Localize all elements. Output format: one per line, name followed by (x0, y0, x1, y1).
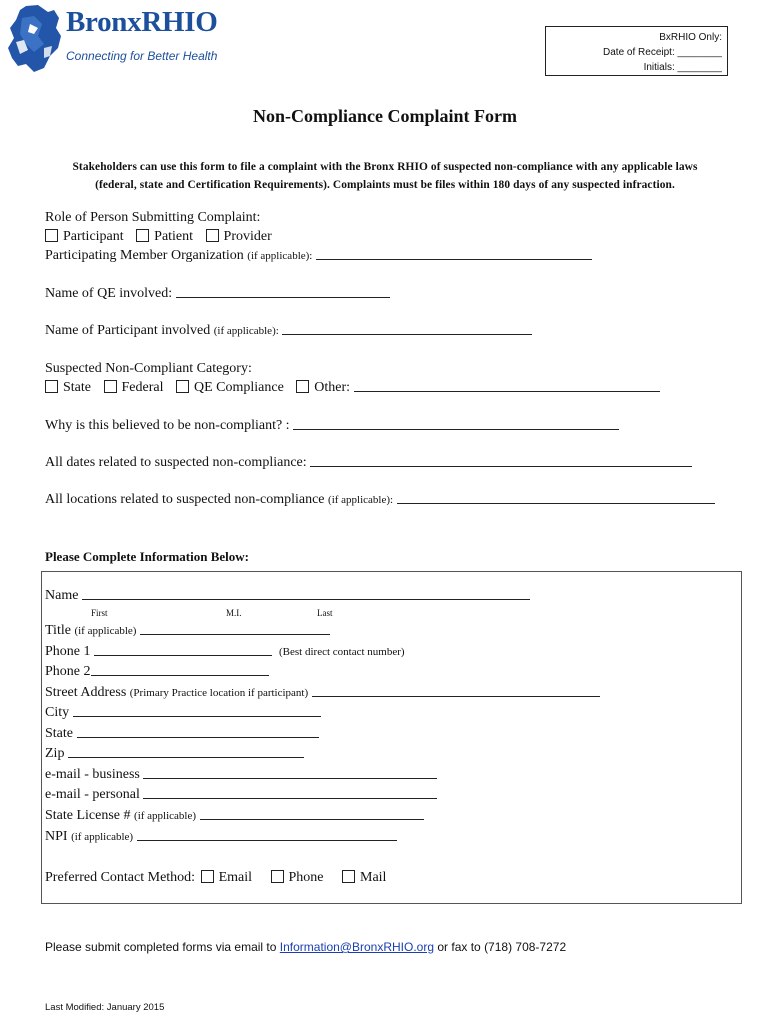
name-last-caption: Last (317, 608, 333, 618)
role-participant-checkbox[interactable] (45, 229, 58, 242)
intro-line-1: Stakeholders can use this form to file a complaint with the Bronx RHIO of suspected non-compliance with any applicable laws (72, 161, 698, 173)
category-state-checkbox[interactable] (45, 380, 58, 393)
category-options (45, 380, 660, 396)
zip-input[interactable] (68, 746, 304, 758)
name-row: Name (45, 588, 530, 604)
category-qe-compliance-checkbox[interactable] (176, 380, 189, 393)
preferred-contact-row: Preferred Contact Method: Email Phone Mail (45, 870, 387, 885)
npi-row: NPI (if applicable) (45, 829, 397, 845)
bronx-map-icon (4, 4, 64, 74)
role-label: Role of Person Submitting Complaint: (45, 210, 261, 225)
email-personal-row: e-mail - personal (45, 787, 437, 803)
member-org-row: Participating Member Organization (if applicable): (45, 248, 592, 264)
role-options (45, 229, 281, 245)
role-patient-option[interactable]: Patient (136, 229, 193, 244)
dates-row: All dates related to suspected non-compliance: (45, 455, 692, 471)
office-use-box (545, 26, 728, 76)
phone1-input[interactable] (94, 644, 272, 656)
license-row: State License # (if applicable) (45, 808, 424, 824)
role-provider-checkbox[interactable] (206, 229, 219, 242)
initials-field: Initials: ________ (643, 62, 722, 73)
title-row: Title (if applicable) (45, 623, 330, 639)
locations-row: All locations related to suspected non-compliance (if applicable): (45, 492, 715, 508)
category-qe-compliance-option[interactable]: QE Compliance (176, 380, 284, 395)
why-row: Why is this believed to be non-compliant? : (45, 418, 619, 434)
street-input[interactable] (312, 685, 600, 697)
why-input[interactable] (293, 418, 619, 430)
license-input[interactable] (200, 808, 424, 820)
submit-instructions: Please submit completed forms via email to Information@BronxRHIO.org or fax to (718) 708-7272 (45, 940, 567, 954)
contact-email-checkbox[interactable] (201, 870, 214, 883)
category-other-option[interactable]: Other: (296, 380, 659, 395)
bronxrhio-logo (4, 4, 234, 74)
contact-phone-option[interactable]: Phone (271, 870, 324, 885)
contact-phone-checkbox[interactable] (271, 870, 284, 883)
qe-input[interactable] (176, 286, 390, 298)
logo-wordmark: BronxRHIO (66, 6, 218, 38)
logo-tagline: Connecting for Better Health (66, 49, 218, 63)
state-row: State (45, 726, 319, 742)
category-federal-option[interactable]: Federal (104, 380, 164, 395)
participant-input[interactable] (282, 323, 532, 335)
npi-input[interactable] (137, 829, 397, 841)
category-other-input[interactable] (354, 380, 660, 392)
locations-input[interactable] (397, 492, 715, 504)
name-first-caption: First (91, 608, 108, 618)
last-modified: Last Modified: January 2015 (45, 1002, 165, 1013)
participant-row: Name of Participant involved (if applicable): (45, 323, 532, 339)
contact-mail-checkbox[interactable] (342, 870, 355, 883)
email-business-input[interactable] (143, 767, 437, 779)
category-label: Suspected Non-Compliant Category: (45, 361, 252, 376)
qe-row: Name of QE involved: (45, 286, 390, 302)
city-input[interactable] (73, 705, 321, 717)
email-link[interactable]: Information@BronxRHIO.org (279, 940, 435, 954)
contact-email-option[interactable]: Email (201, 870, 252, 885)
form-title: Non-Compliance Complaint Form (253, 106, 517, 126)
email-personal-input[interactable] (143, 787, 437, 799)
state-input[interactable] (77, 726, 319, 738)
phone2-row: Phone 2 (45, 664, 269, 680)
street-row: Street Address (Primary Practice location if participant) (45, 685, 600, 701)
category-state-option[interactable]: State (45, 380, 91, 395)
role-patient-checkbox[interactable] (136, 229, 149, 242)
category-other-checkbox[interactable] (296, 380, 309, 393)
intro-line-2: (federal, state and Certification Requirements). Complaints must be files within 180 days of any suspected infraction. (95, 179, 675, 191)
office-use-title: BxRHIO Only: (659, 32, 722, 43)
name-mi-caption: M.I. (226, 608, 242, 618)
name-input[interactable] (82, 588, 530, 600)
role-provider-option[interactable]: Provider (206, 229, 272, 244)
contact-heading: Please Complete Information Below: (45, 549, 249, 564)
contact-mail-option[interactable]: Mail (342, 870, 386, 885)
dates-input[interactable] (310, 455, 692, 467)
phone2-input[interactable] (91, 664, 269, 676)
member-org-input[interactable] (316, 248, 592, 260)
email-business-row: e-mail - business (45, 767, 437, 783)
date-of-receipt-field: Date of Receipt: ________ (603, 47, 722, 58)
zip-row: Zip (45, 746, 304, 762)
city-row: City (45, 705, 321, 721)
phone1-row: Phone 1 (Best direct contact number) (45, 644, 405, 659)
role-participant-option[interactable]: Participant (45, 229, 124, 244)
intro-text (30, 158, 740, 194)
category-federal-checkbox[interactable] (104, 380, 117, 393)
title-input[interactable] (140, 623, 330, 635)
